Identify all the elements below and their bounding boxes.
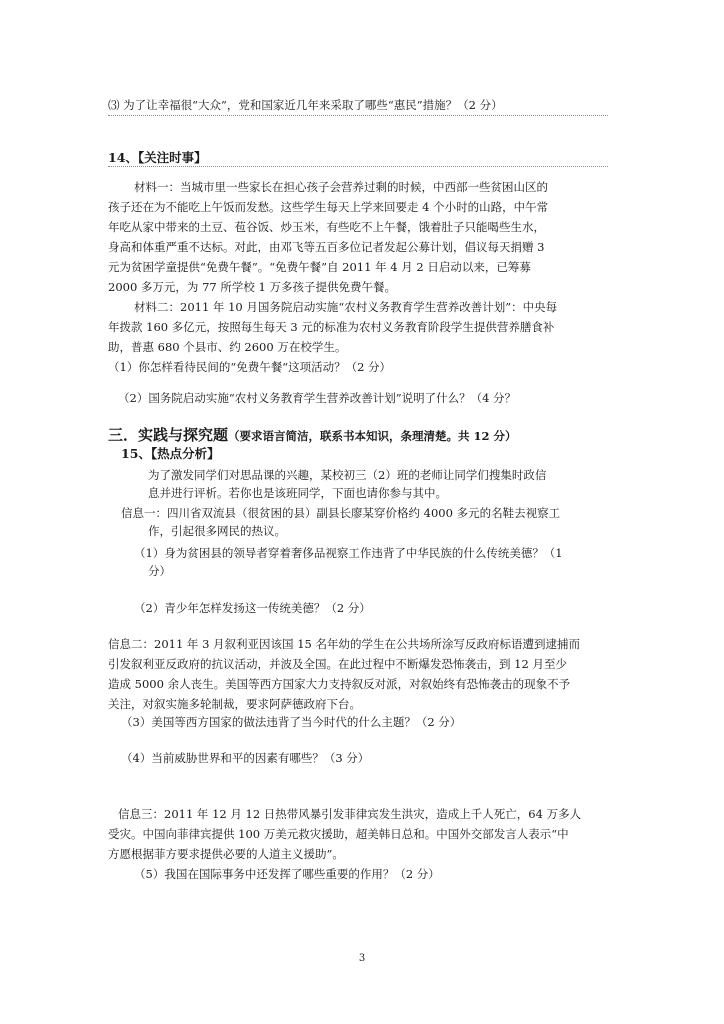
section-note: （要求语言简洁，联系书本知识，条理清楚。共 12 分） <box>228 429 517 443</box>
paragraph-line: 2000 多万元，为 77 所学校 1 万多孩子提供免费午餐。 <box>108 280 396 294</box>
paragraph-line: 年拨款 160 多亿元，按照每生每天 3 元的标准为农村义务教育阶段学生提供营养膳食补 <box>108 320 555 334</box>
info-1-line: 信息一：四川省双流县（很贫困的县）副县长廖某穿价格约 4000 多元的名鞋去视察工 <box>121 506 561 520</box>
divider-rule <box>108 115 608 116</box>
question-15-heading: 15、【热点分析】 <box>121 446 220 461</box>
section-title-text: 三．实践与探究题 <box>108 426 229 444</box>
paragraph-line: 息并进行评析。若你也是该班同学，下面也请你参与其中。 <box>148 486 447 500</box>
paragraph-line: 信息二：2011 年 3 月叙利亚因该国 15 名年幼的学生在公共场所涂写反政府标语遭到逮捕而 <box>108 637 580 651</box>
paragraph-line: 年吃从家中带来的土豆、苞谷饭、炒玉米，有些吃不上午餐，饿着肚子只能喝些生水， <box>108 220 545 234</box>
paragraph-line: 造成 5000 余人丧生。美国等西方国家大力支持叙反对派，对叙始终有恐怖袭击的现象不予 <box>108 677 571 691</box>
paragraph-line: 材料一：当城市里一些家长在担心孩子会营养过剩的时候，中西部一些贫困山区的 <box>134 180 548 194</box>
paragraph-line: 信息三：2011 年 12 月 12 日热带风暴引发菲律宾发生洪灾，造成上千人死亡，64 万多人 <box>118 807 582 821</box>
question-15-4: （4）当前威胁世界和平的因素有哪些？（3 分） <box>121 751 370 765</box>
question-15-3: （3）美国等西方国家的做法违背了当今时代的什么主题？（2 分） <box>121 715 462 729</box>
question-15-5: （5）我国在国际事务中还发挥了哪些重要的作用？（2 分） <box>134 867 440 881</box>
paragraph-line: 身高和体重严重不达标。对此，由邓飞等五百多位记者发起公募计划，倡议每天捐赠 3 <box>108 240 545 254</box>
info-1-line: 作，引起很多网民的热议。 <box>148 524 286 538</box>
paragraph-line: 助，普惠 680 个县市、约 2600 万在校学生。 <box>108 340 347 354</box>
paragraph-line: 关注，对叙实施多轮制裁，要求阿萨德政府下台。 <box>108 697 361 711</box>
divider-rule <box>108 166 608 167</box>
question-14-heading: 14、【关注时事】 <box>108 150 207 165</box>
question-14-2: （2）国务院启动实施“农村义务教育学生营养改善计划”说明了什么？（4 分？ <box>118 391 517 405</box>
paragraph-line: 受灾。中国向菲律宾提供 100 万美元救灾援助，超美韩日总和。中国外交部发言人表示“中 <box>108 827 569 841</box>
paragraph-line: 材料二：2011 年 10 月国务院启动实施“农村义务教育学生营养改善计划”：中央每 <box>134 300 558 314</box>
paragraph-line: 方愿根据菲方要求提供必要的人道主义援助”。 <box>108 847 344 861</box>
section-3-title <box>108 425 517 446</box>
paragraph-line: 引发叙利亚反政府的抗议活动，并波及全国。在此过程中不断爆发恐怖袭击，到 12 月至少 <box>108 657 567 671</box>
paragraph-line: 为了激发同学们对思品课的兴趣，某校初三（2）班的老师让同学们搜集时政信 <box>148 468 547 482</box>
question-15-1-cont: 分） <box>148 564 171 578</box>
question-15-2: （2）青少年怎样发扬这一传统美德？（2 分） <box>134 601 371 615</box>
question-15-1: （1）身为贫困县的领导者穿着奢侈品视察工作违背了中华民族的什么传统美德？（1 <box>134 546 563 560</box>
question-14-1: （1）你怎样看待民间的“免费午餐“这项活动？（2 分） <box>108 360 392 374</box>
paragraph-line: 元为贫困学童提供“免费午餐”。“免费午餐”自 2011 年 4 月 2 日启动以来，已筹募 <box>108 260 531 274</box>
page-number: 3 <box>358 953 366 964</box>
question-13-3: ⑶ 为了让幸福很“大众”，党和国家近几年来采取了哪些“惠民”措施？（2 分） <box>108 98 503 112</box>
paragraph-line: 孩子还在为不能吃上午饭而发愁。这些学生每天上学来回要走 4 个小时的山路，中午常 <box>108 200 549 214</box>
